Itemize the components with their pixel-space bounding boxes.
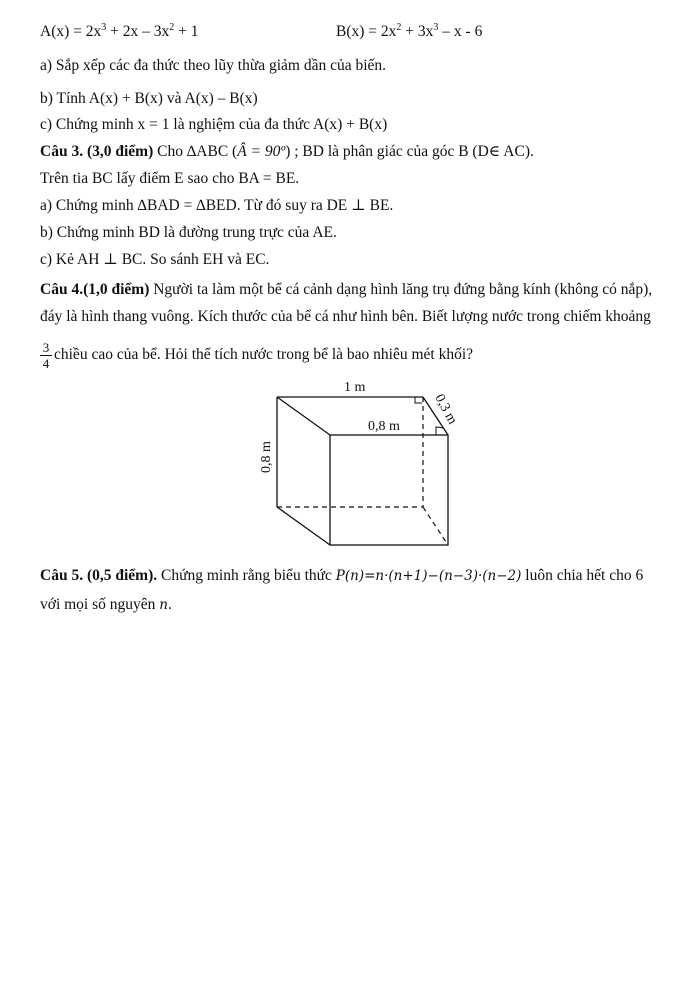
exponent: 3 xyxy=(433,22,439,33)
q5-text: Chứng minh rằng biểu thức xyxy=(157,567,336,584)
fraction-numerator: 3 xyxy=(40,340,52,356)
poly-b-part: – x - 6 xyxy=(438,23,483,40)
hidden-edge xyxy=(423,507,448,545)
polynomial-a xyxy=(40,22,199,42)
q3-part-a: a) Chứng minh ∆BAD = ∆BED. Từ đó suy ra DE ⊥ BE. xyxy=(40,197,394,214)
q3-intro xyxy=(40,142,534,162)
fraction-three-quarters xyxy=(40,340,52,371)
q4-line2: đáy là hình thang vuông. Kích thước của bể cá như hình bên. Biết lượng nước trong chiếm khoảng xyxy=(40,308,651,325)
q5-text: với mọi số nguyên xyxy=(40,596,160,613)
fraction-denominator: 4 xyxy=(42,356,50,371)
poly-b-part: B(x) = 2x xyxy=(336,23,397,40)
right-angle-mark xyxy=(415,397,422,403)
front-face xyxy=(330,435,448,545)
poly-b-part: + 3x xyxy=(401,23,434,40)
q4-heading: Câu 4.(1,0 điểm) xyxy=(40,281,150,298)
q5-text: luôn chia hết cho 6 xyxy=(521,567,644,584)
q3-angle: Â = 90º xyxy=(237,143,286,160)
q2-part-a: a) Sắp xếp các đa thức theo lũy thừa giảm dần của biến. xyxy=(40,57,387,74)
q3-line2: Trên tia BC lấy điểm E sao cho BA = BE. xyxy=(40,170,300,187)
poly-a-part: A(x) = 2x xyxy=(40,23,102,40)
poly-a-part: + 2x – 3x xyxy=(106,23,170,40)
label-side: 0,3 m xyxy=(431,391,460,428)
exponent: 2 xyxy=(396,22,402,33)
prism-tank-figure xyxy=(250,375,470,555)
q3-heading: Câu 3. (3,0 điểm) xyxy=(40,143,154,160)
q5-heading: Câu 5. (0,5 điểm). xyxy=(40,567,158,584)
q4-text: Người ta làm một bể cá cảnh dạng hình lăng trụ đứng bằng kính (không có nắp), xyxy=(149,281,653,298)
q2-part-b: b) Tính A(x) + B(x) và A(x) – B(x) xyxy=(40,90,258,107)
q3-text: Cho xyxy=(153,143,187,160)
q3-text: ) ; BD là phân giác của góc B (D∈ AC). xyxy=(285,143,534,160)
q3-triangle: ∆ABC ( xyxy=(186,143,238,160)
exponent: 2 xyxy=(169,22,175,33)
q2-part-c: c) Chứng minh x = 1 là nghiệm của đa thức A(x) + B(x) xyxy=(40,116,388,133)
edge xyxy=(277,507,330,545)
q4-line1 xyxy=(40,280,652,300)
poly-a-part: + 1 xyxy=(174,23,199,40)
q4-line3: chiều cao của bể. Hỏi thể tích nước trong bể là bao nhiêu mét khối? xyxy=(54,346,474,363)
label-top: 1 m xyxy=(344,380,366,395)
q5-expression: P(n)=n·(n+1)−(n−3)·(n−2) xyxy=(335,568,522,584)
q5-line1 xyxy=(40,566,643,586)
q5-text: . xyxy=(167,596,172,613)
polynomial-b xyxy=(336,22,482,42)
label-height: 0,8 m xyxy=(259,441,274,473)
q3-part-b: b) Chứng minh BD là đường trung trực của AE. xyxy=(40,224,337,241)
q3-part-c: c) Kẻ AH ⊥ BC. So sánh EH và EC. xyxy=(40,251,270,268)
exponent: 3 xyxy=(101,22,107,33)
right-angle-mark xyxy=(436,427,443,435)
edge xyxy=(277,397,330,435)
label-inner: 0,8 m xyxy=(368,419,400,434)
q5-line2 xyxy=(40,595,172,615)
q5-variable: n xyxy=(159,597,168,613)
